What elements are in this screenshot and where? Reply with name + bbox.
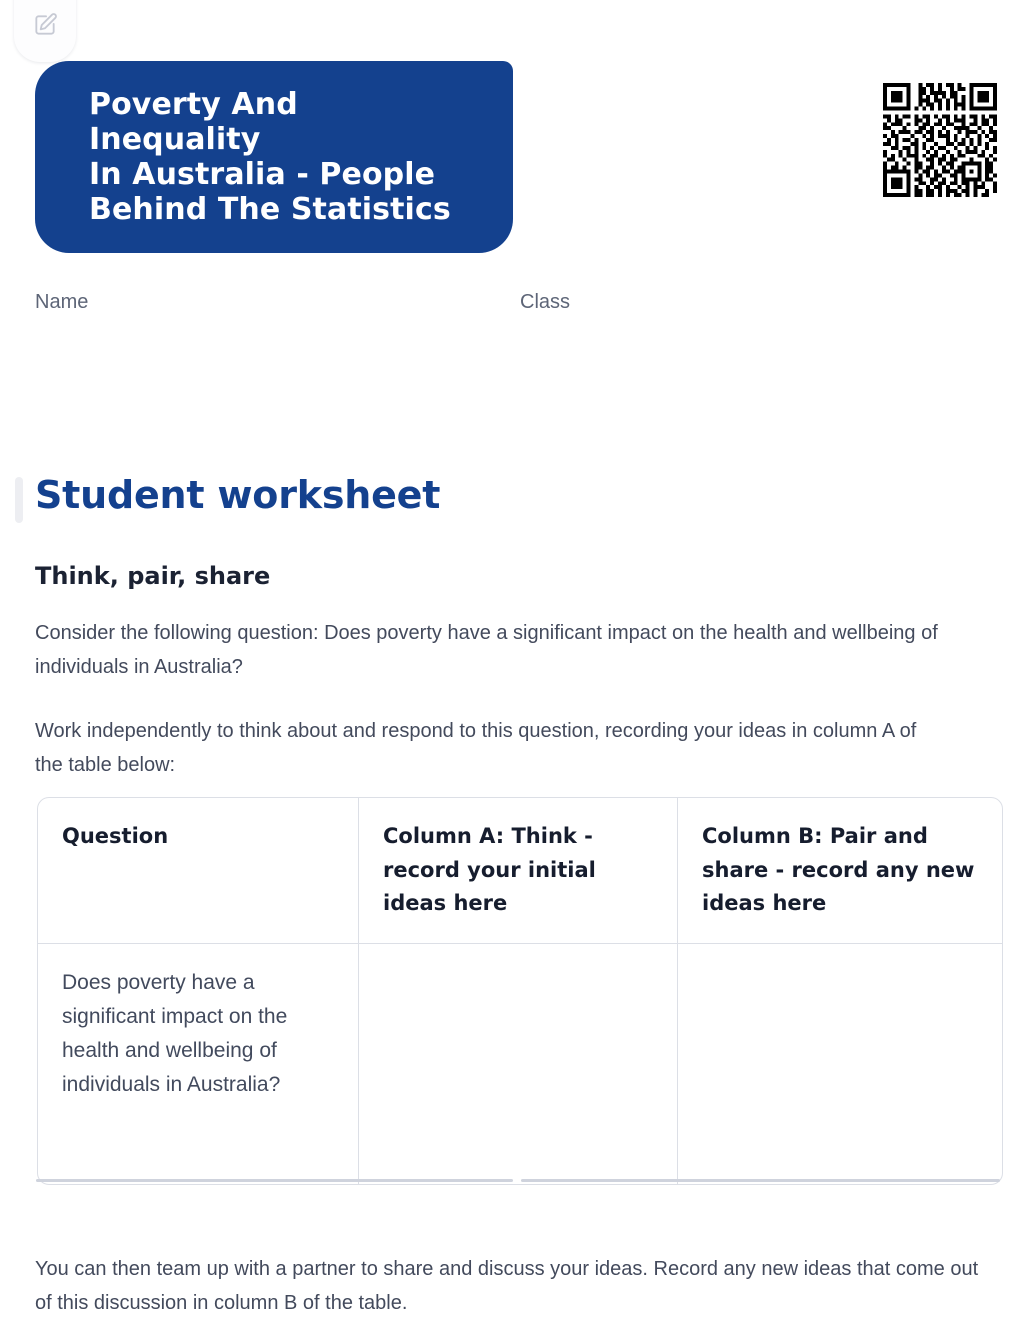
table-row <box>38 944 1002 1184</box>
think-pair-share-table-wrapper <box>37 797 1001 1185</box>
intro-paragraph: Consider the following question: Does poverty have a significant impact on the health and wellbeing of individuals in Australia? <box>35 622 938 678</box>
table-cell-column-a[interactable] <box>358 944 677 1184</box>
edit-pencil-square-icon[interactable] <box>32 12 58 38</box>
table-cell-column-b[interactable] <box>677 944 1002 1184</box>
section-heading: Think, pair, share <box>35 562 271 590</box>
document-title: Poverty And Inequality In Australia - People Behind The Statistics <box>89 87 451 228</box>
instruction-paragraph: Work independently to think about and respond to this question, recording your ideas in column A of the table below: <box>35 720 917 776</box>
table-header-column-a: Column A: Think - record your initial ideas here <box>358 798 677 944</box>
name-field-label: Name <box>35 291 89 313</box>
page-title: Student worksheet <box>35 473 441 517</box>
table-header-question: Question <box>38 798 358 944</box>
qr-code <box>883 83 997 197</box>
edit-card[interactable] <box>14 0 76 62</box>
document-title-banner <box>35 61 513 253</box>
student-fields-row <box>35 291 985 314</box>
table-header-row <box>38 798 1002 944</box>
closing-paragraph: You can then team up with a partner to share and discuss your ideas. Record any new ideas that come out of this discussion in column B of the table. <box>35 1258 979 1314</box>
table-cell-question: Does poverty have a significant impact on the health and wellbeing of individuals in Australia? <box>62 970 288 1096</box>
footer-divider-group <box>0 1179 1020 1183</box>
divider-left <box>36 1179 513 1182</box>
class-field-label: Class <box>520 291 571 313</box>
table-header-column-b: Column B: Pair and share - record any new ideas here <box>677 798 1002 944</box>
divider-right <box>521 1179 1000 1182</box>
worksheet-content <box>35 562 985 782</box>
heading-accent-bar <box>15 477 23 523</box>
think-pair-share-table <box>37 797 1003 1185</box>
